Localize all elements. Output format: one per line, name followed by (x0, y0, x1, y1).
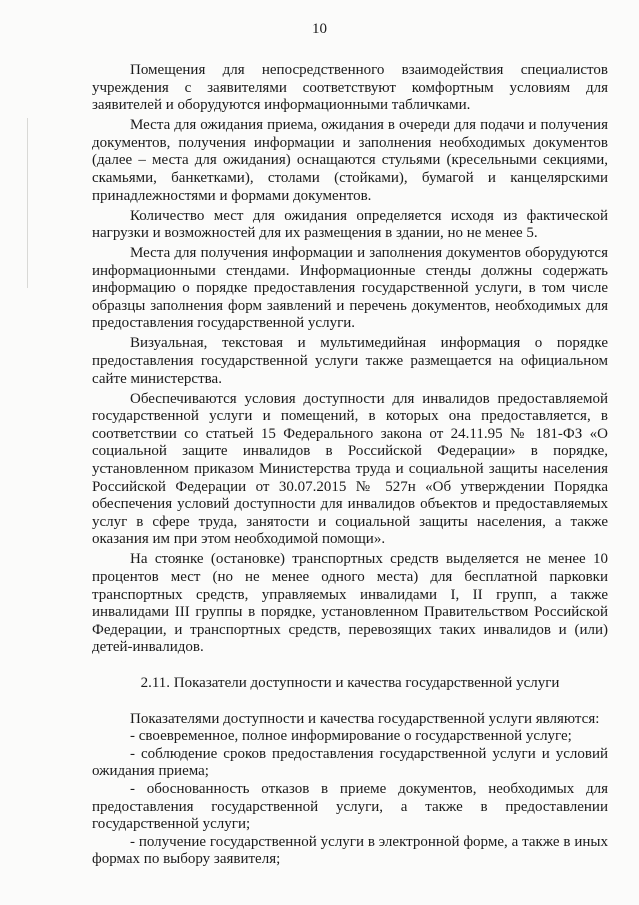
section-intro: Показателями доступности и качества государственной услуги являются: (130, 710, 600, 727)
paragraph-parking: На стоянке (остановке) транспортных средств выделяется не менее 10 процентов мест (но не менее одного места) для бесплатной парковки транспортных средств, управляемых инвалидами I, II групп, а также инвалидами III группы в порядке, установленном Правительством Российской Федерации, и транспортных средств, перевозящих таких инвалидов и (или) детей-инвалидов. (92, 551, 608, 656)
list-item: - обоснованность отказов в приеме документов, необходимых для предоставления государственной услуги, а также в предоставлении государственной услуги; (92, 780, 608, 833)
list-item: - соблюдение сроков предоставления государственной услуги и условий ожидания приема; (92, 745, 608, 780)
paragraph-waiting-count: Количество мест для ожидания определяется исходя из фактической нагрузки и возможностей для их размещения в здании, но не менее 5. (92, 207, 608, 242)
page-number: 10 (312, 21, 327, 37)
paragraph-accessibility: Обеспечиваются условия доступности для инвалидов предоставляемой государственной услуги и помещений, в которых она предоставляется, в соответствии со статьей 15 Федерального закона от 24.11.95 № 181-ФЗ «О социальной защите инвалидов в Российской Федерации» в порядке, установленном приказом Министерства труда и социальной защиты населения Российской Федерации от 30.07.2015 № 527н «Об утверждении Порядка обеспечения условий доступности для инвалидов объектов и предоставляемых услуг в сфере труда, занятости и социальной защиты населения, а также оказания им при этом необходимой помощи». (92, 390, 608, 548)
list-item: - получение государственной услуги в электронной форме, а также в иных формах по выбору заявителя; (92, 833, 608, 868)
paragraph-premises: Помещения для непосредственного взаимодействия специалистов учреждения с заявителями соответствуют комфортным условиям для заявителей и оборудуются информационными табличками. (92, 62, 608, 114)
paragraph-waiting-places: Места для ожидания приема, ожидания в очереди для подачи и получения документов, получения информации и заполнения необходимых документов (далее – места для ожидания) оснащаются стульями (кресельными секциями, скамьями, банкетками), столами (стойками), бумагой и канцелярскими принадлежностями и формами документов. (92, 117, 608, 204)
paragraph-info-stands: Места для получения информации и заполнения документов оборудуются информационными стендами. Информационные стенды должны содержать информацию о порядке предоставления государственной услуги, в том числе образцы заполнения форм заявлений и перечень документов, необходимых для предоставления государственной услуги. (92, 245, 608, 332)
section-heading: 2.11. Показатели доступности и качества государственной услуги (140, 674, 560, 691)
paragraph-visual-info: Визуальная, текстовая и мультимедийная информация о порядке предоставления государственной услуги также размещается на официальном сайте министерства. (92, 335, 608, 387)
page-content (92, 62, 608, 869)
list-item: - своевременное, полное информирование о государственной услуге; (130, 728, 572, 745)
scan-margin-line (27, 118, 28, 288)
